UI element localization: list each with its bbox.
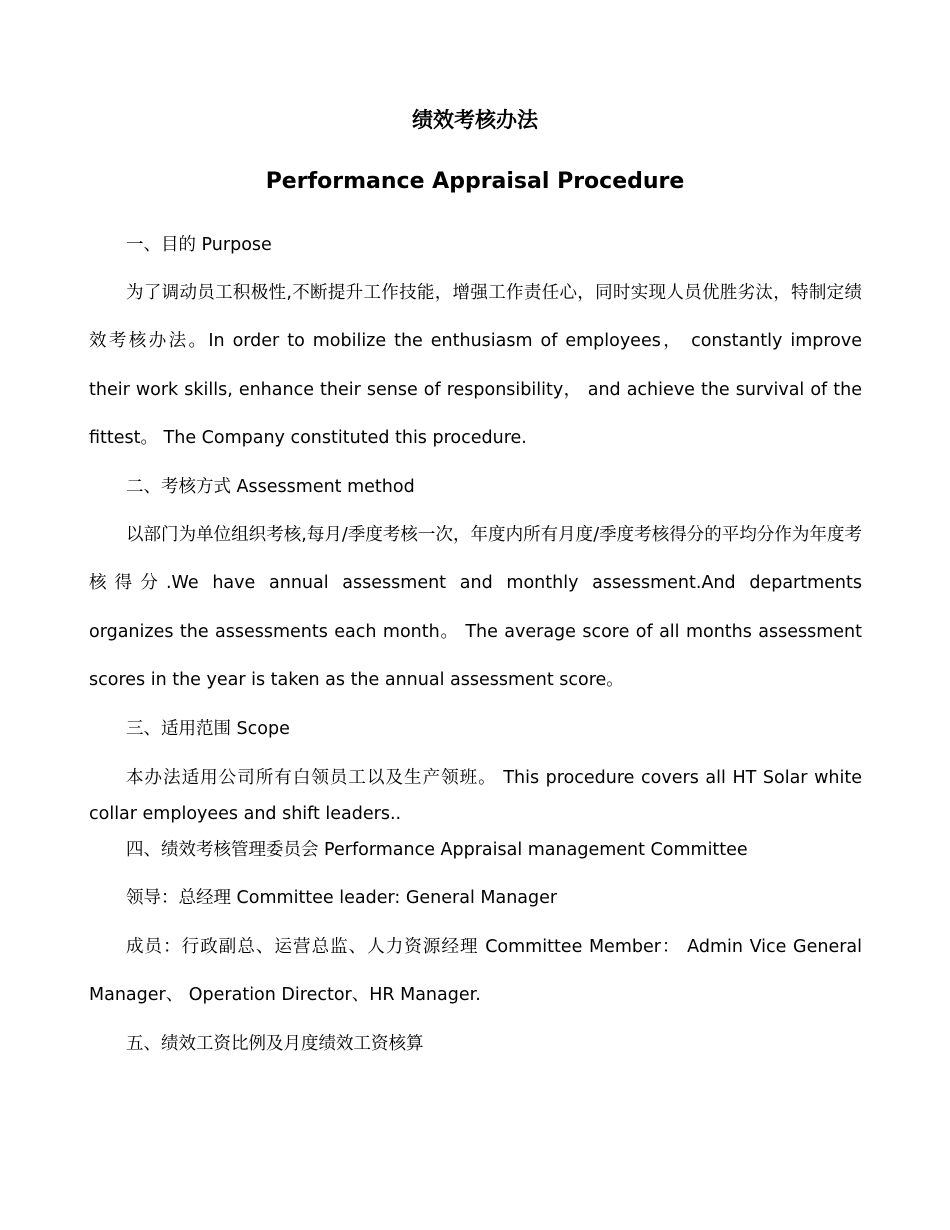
document-title-english: Performance Appraisal Procedure bbox=[265, 169, 685, 194]
section-heading-purpose: 一、目的 Purpose bbox=[126, 235, 272, 255]
section-heading-committee: 四、绩效考核管理委员会 Performance Appraisal management Committee bbox=[126, 840, 748, 860]
section-paragraph-method: 以部门为单位组织考核,每月/季度考核一次，年度内所有月度/季度考核得分的平均分作为年度考核得分.We have annual assessment and monthly assessment.And departments organizes the assessments each month。 The average score of all months assessment scores in the year is taken as the annual assessment score。 bbox=[89, 525, 863, 690]
section-heading-scope: 三、适用范围 Scope bbox=[126, 719, 290, 739]
section-paragraph-scope: 本办法适用公司所有白领员工以及生产领班。 This procedure covers all HT Solar white collar employees and shift leaders.. bbox=[89, 768, 862, 824]
document-title-chinese: 绩效考核办法 bbox=[412, 108, 538, 132]
committee-leader-line: 领导：总经理 Committee leader: General Manager bbox=[126, 888, 558, 908]
section-heading-method: 二、考核方式 Assessment method bbox=[126, 477, 415, 497]
section-heading-salary: 五、绩效工资比例及月度绩效工资核算 bbox=[126, 1034, 424, 1054]
committee-members-paragraph: 成员：行政副总、运营总监、人力资源经理 Committee Member： Admin Vice General Manager、 Operation Director、HR Manager. bbox=[89, 937, 862, 1006]
section-paragraph-purpose: 为了调动员工积极性,不断提升工作技能，增强工作责任心，同时实现人员优胜劣汰，特制定绩效考核办法。In order to mobilize the enthusiasm of employees， constantly improve their work skills, enhance their sense of responsibility， and achieve the survival of the fittest。 The Company constituted this procedure. bbox=[89, 283, 862, 448]
